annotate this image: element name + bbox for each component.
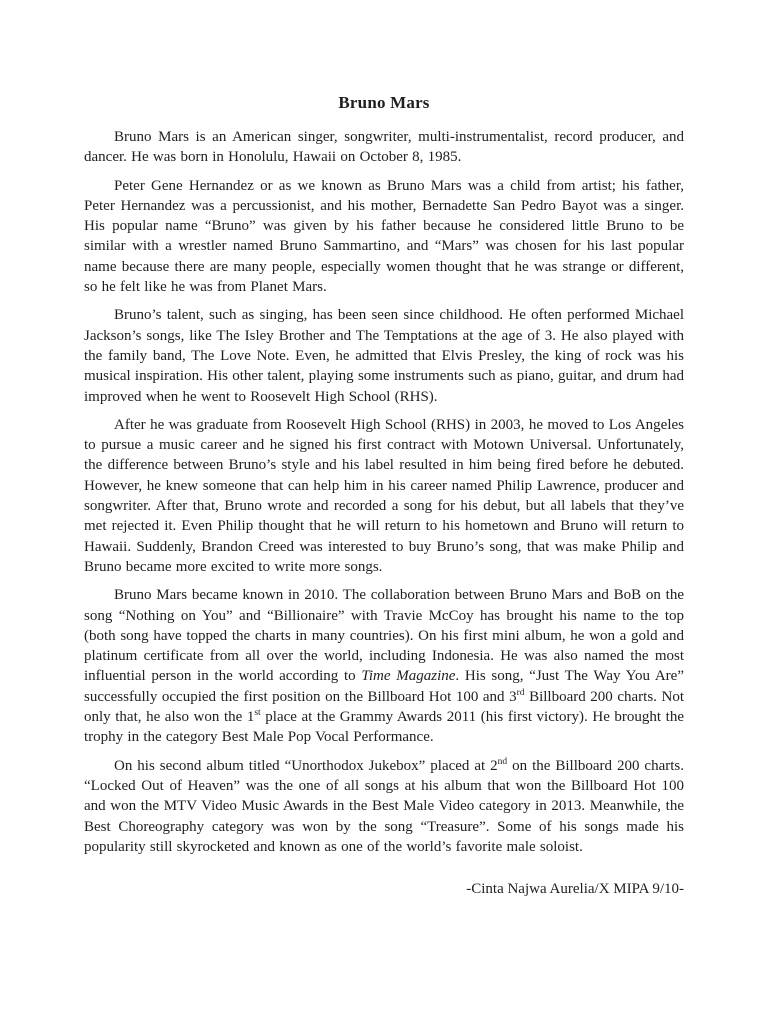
paragraph <box>84 176 684 298</box>
text-segment-sup: rd <box>516 687 525 698</box>
paragraph <box>84 127 684 168</box>
text-segment: Peter Gene Hernandez or as we known as Bruno Mars was a child from artist; his father, Peter Hernandez was a percussionist, and his mother, Bernadette San Pedro Bayot was a singer. His popular name “Bruno” was given by his father because he considered little Bruno to be similar with a wrestler named Bruno Sammartino, and “Mars” was chosen for his last popular name because there are many people, especially women thought that he was strange or different, so he felt like he was from Planet Mars. <box>84 177 684 296</box>
text-segment: Bruno Mars is an American singer, songwriter, multi-instrumentalist, record producer, and dancer. He was born in Honolulu, Hawaii on October 8, 1985. <box>84 129 684 166</box>
text-segment-sup: st <box>254 708 261 719</box>
text-segment: on the Billboard 200 charts. “Locked Out of Heaven” was the one of all songs at his album that won the Billboard Hot 100 and won the MTV Video Music Awards in the Best Male Video category in 2013. Meanwhile, the Best Choreography category was won by the song “Treasure”. Some of his songs made his popularity still skyrocketed and known as one of the world’s favorite male soloist. <box>84 757 684 855</box>
paragraph <box>84 305 684 406</box>
text-segment: place at the Grammy Awards 2011 (his first victory). He brought the trophy in the category Best Male Pop Vocal Performance. <box>84 709 684 746</box>
document-body <box>84 127 684 857</box>
paragraph <box>84 415 684 577</box>
paragraph <box>84 585 684 747</box>
paragraph <box>84 756 684 857</box>
author-signature: -Cinta Najwa Aurelia/X MIPA 9/10- <box>466 881 684 898</box>
text-segment: After he was graduate from Roosevelt High School (RHS) in 2003, he moved to Los Angeles to pursue a music career and he signed his first contract with Motown Universal. Unfortunately, the difference between Bruno’s style and his label resulted in him being fired before he debuted. However, he knew someone that can help him in his career named Philip Lawrence, producer and songwriter. After that, Bruno wrote and recorded a song for his debut, but all labels that they’ve met rejected it. Even Philip thought that he will return to his hometown and Bruno will return to Hawaii. Suddenly, Brandon Creed was interested to buy Bruno’s song, that was make Philip and Bruno became more excited to write more songs. <box>84 416 684 575</box>
document-title: Bruno Mars <box>338 93 430 112</box>
text-segment-sup: nd <box>497 756 508 767</box>
text-segment: Bruno Mars became known in 2010. The collaboration between Bruno Mars and BoB on the song “Nothing on You” and “Billionaire” with Travie McCoy has brought his name to the top (both song have topped the charts in many countries). On his first mini album, he won a gold and platinum certificate from all over the world, including Indonesia. He was also named the most influential person in the world according to <box>84 587 684 685</box>
text-segment: Bruno’s talent, such as singing, has been seen since childhood. He often performed Michael Jackson’s songs, like The Isley Brother and The Temptations at the age of 3. He also played with the family band, The Love Note. Even, he admitted that Elvis Presley, the king of rock was his musical inspiration. His other talent, playing some instruments such as piano, guitar, and drum had improved when he went to Roosevelt High School (RHS). <box>84 307 684 405</box>
text-segment: Billboard 200 charts. Not only that, he also won the 1 <box>84 688 684 726</box>
text-segment: . His song, “Just The Way You Are” successfully occupied the first position on the Billboard Hot 100 and 3 <box>84 668 684 705</box>
text-segment: On his second album titled “Unorthodox Jukebox” placed at 2 <box>114 757 498 774</box>
text-segment-italic: Time Magazine <box>361 668 456 685</box>
